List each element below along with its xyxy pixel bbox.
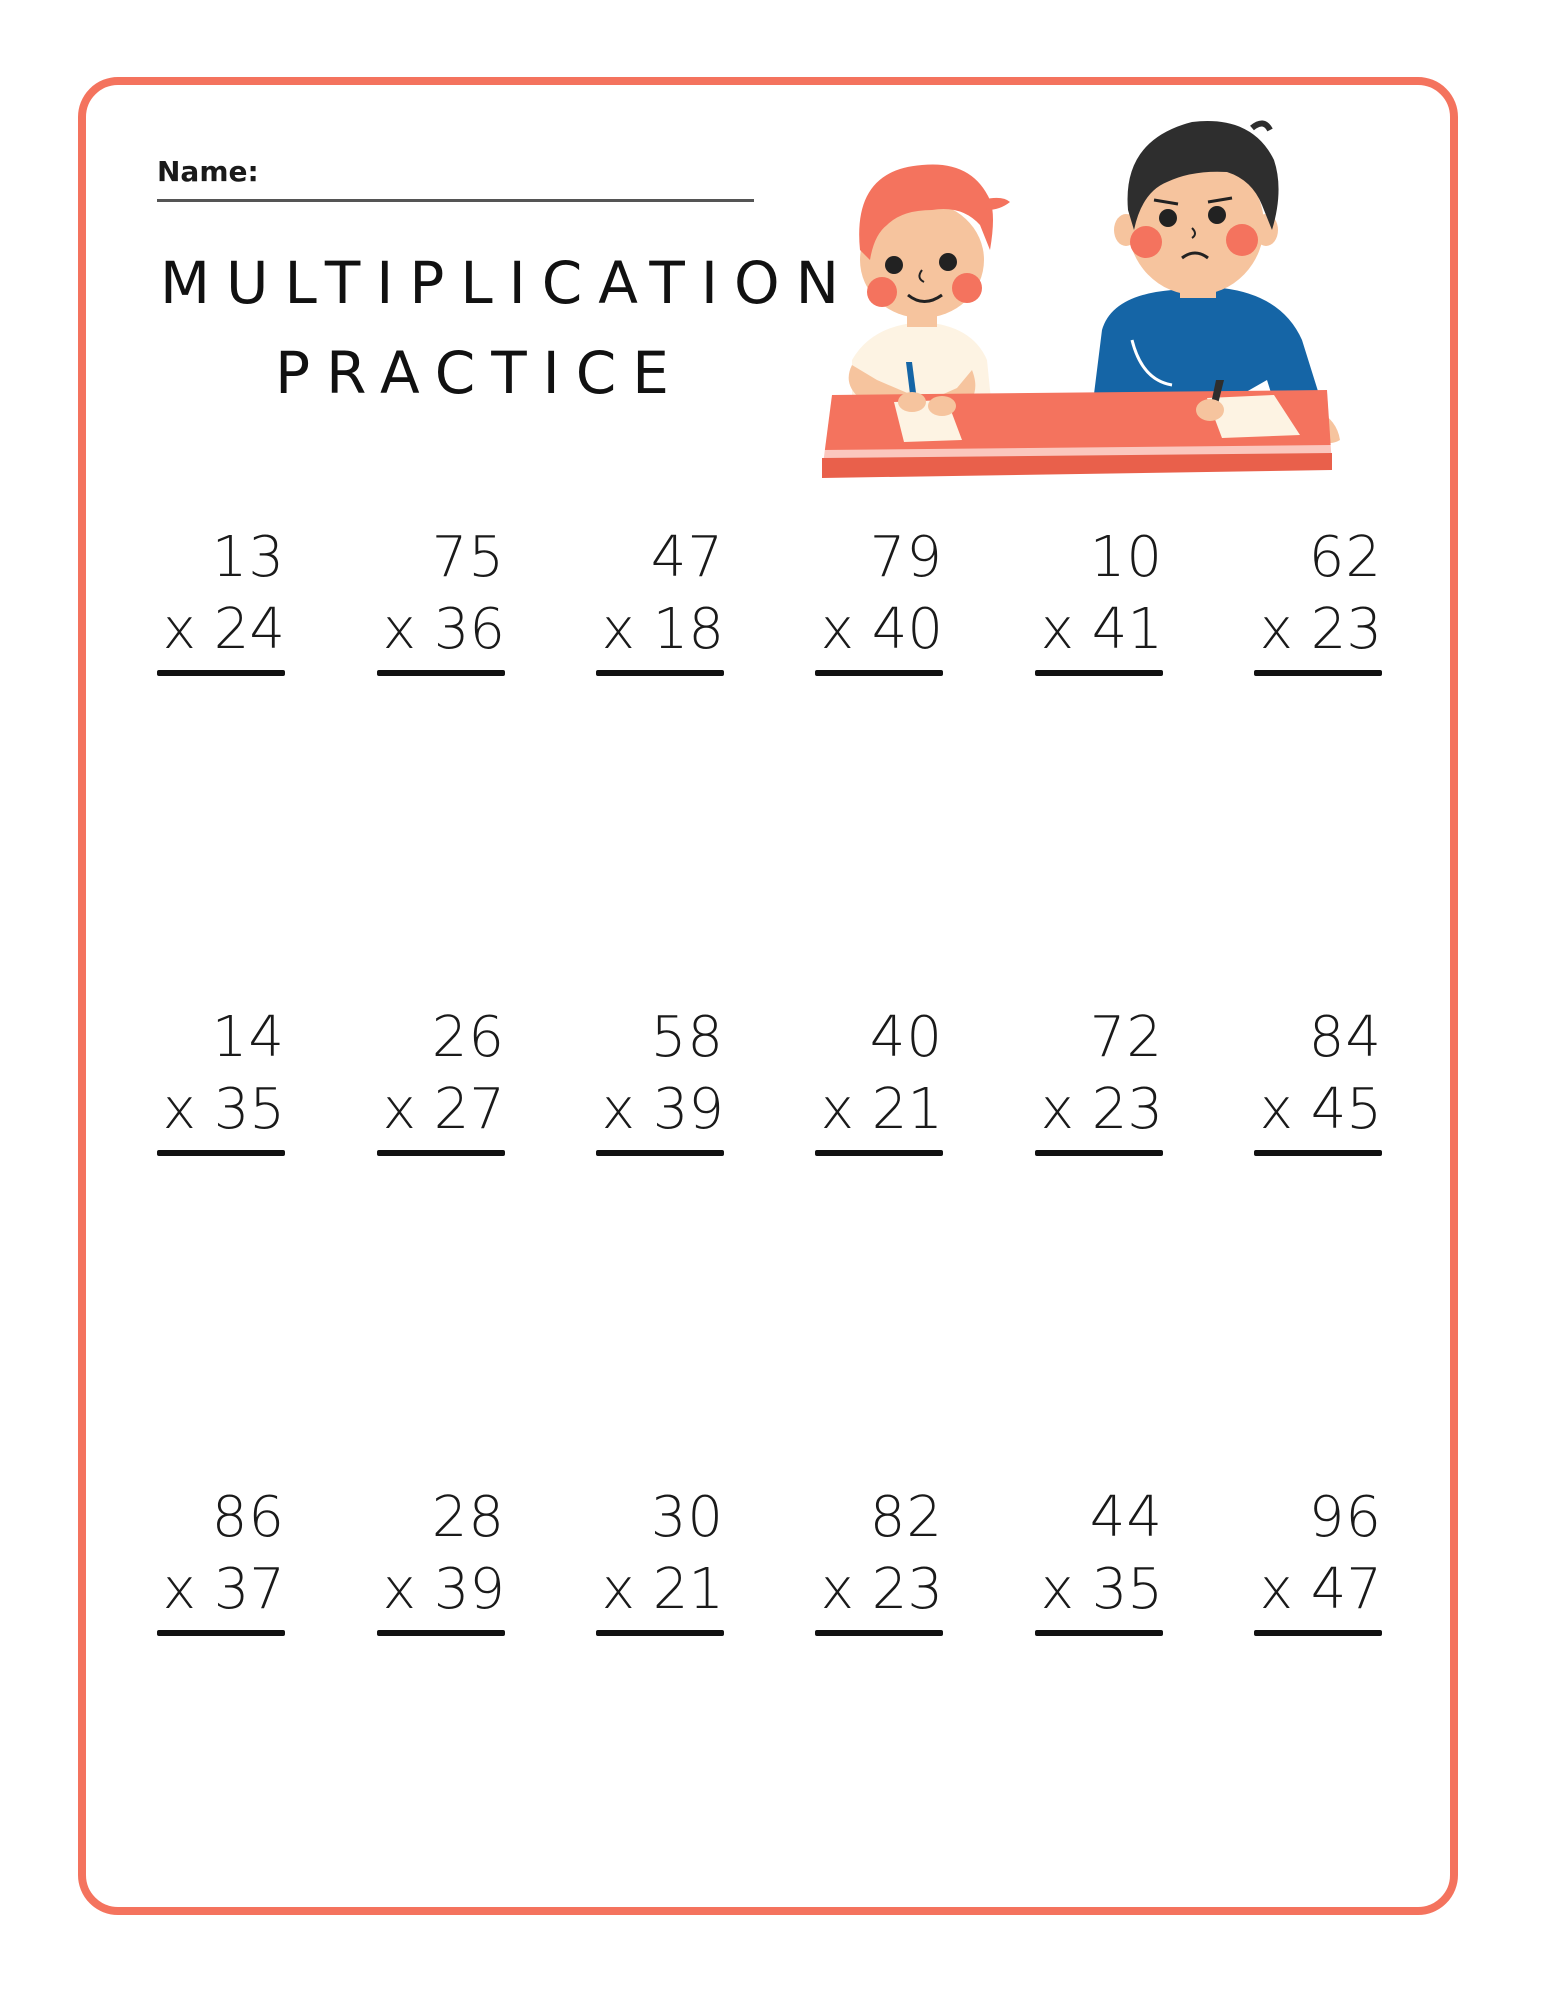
problem-multiplier: x 41 [1040, 597, 1163, 662]
problem-top-number: 10 [1089, 525, 1163, 590]
multiplication-problem [815, 1005, 943, 1156]
problem-multiplier: x 21 [820, 1077, 943, 1142]
multiplication-problem [1254, 1485, 1382, 1636]
problem-top-number: 13 [211, 525, 285, 590]
problem-top-number: 84 [1308, 1005, 1382, 1070]
multiplication-problem [157, 1005, 285, 1156]
answer-line [596, 1150, 724, 1156]
answer-line [377, 1630, 505, 1636]
answer-line [1254, 1630, 1382, 1636]
problem-top-number: 72 [1089, 1005, 1163, 1070]
multiplication-problem [1254, 525, 1382, 676]
problem-top-number: 62 [1308, 525, 1382, 590]
problem-top-number: 96 [1308, 1485, 1382, 1550]
problem-top-number: 26 [431, 1005, 505, 1070]
multiplication-problem [157, 1485, 285, 1636]
multiplication-problem [377, 1485, 505, 1636]
multiplication-problem [596, 1485, 724, 1636]
multiplication-problem [1035, 1005, 1163, 1156]
answer-line [1035, 1150, 1163, 1156]
answer-line [1254, 670, 1382, 676]
worksheet-title-line2: PRACTICE [275, 339, 685, 407]
answer-line [1254, 1150, 1382, 1156]
problem-top-number: 58 [650, 1005, 724, 1070]
multiplication-problem [596, 1005, 724, 1156]
problem-top-number: 47 [650, 525, 724, 590]
problem-top-number: 82 [869, 1485, 943, 1550]
problem-top-number: 44 [1089, 1485, 1163, 1550]
problem-top-number: 30 [650, 1485, 724, 1550]
multiplication-problem [377, 1005, 505, 1156]
answer-line [596, 1630, 724, 1636]
answer-line [815, 1630, 943, 1636]
multiplication-problem [377, 525, 505, 676]
kids-at-desk-illustration [812, 110, 1352, 500]
problem-multiplier: x 24 [162, 597, 285, 662]
name-label: Name: [157, 155, 259, 188]
problem-multiplier: x 47 [1259, 1557, 1382, 1622]
problem-top-number: 86 [211, 1485, 285, 1550]
multiplication-problem [815, 1485, 943, 1636]
answer-line [596, 670, 724, 676]
answer-line [815, 1150, 943, 1156]
multiplication-problem [157, 525, 285, 676]
problem-multiplier: x 39 [382, 1557, 505, 1622]
problem-multiplier: x 21 [601, 1557, 724, 1622]
answer-line [1035, 670, 1163, 676]
problem-multiplier: x 18 [601, 597, 724, 662]
problem-multiplier: x 35 [1040, 1557, 1163, 1622]
name-line[interactable] [157, 199, 754, 202]
problem-top-number: 14 [211, 1005, 285, 1070]
problem-multiplier: x 23 [820, 1557, 943, 1622]
problem-multiplier: x 37 [162, 1557, 285, 1622]
answer-line [377, 670, 505, 676]
answer-line [157, 1150, 285, 1156]
problem-multiplier: x 36 [382, 597, 505, 662]
answer-line [815, 670, 943, 676]
problem-multiplier: x 27 [382, 1077, 505, 1142]
worksheet-title-line1: MULTIPLICATION [160, 249, 855, 317]
multiplication-problem [815, 525, 943, 676]
answer-line [377, 1150, 505, 1156]
problem-multiplier: x 40 [820, 597, 943, 662]
problem-multiplier: x 23 [1040, 1077, 1163, 1142]
problem-top-number: 75 [431, 525, 505, 590]
answer-line [157, 1630, 285, 1636]
problem-top-number: 28 [431, 1485, 505, 1550]
problem-top-number: 79 [869, 525, 943, 590]
problem-multiplier: x 23 [1259, 597, 1382, 662]
problem-multiplier: x 35 [162, 1077, 285, 1142]
problem-top-number: 40 [869, 1005, 943, 1070]
problem-multiplier: x 39 [601, 1077, 724, 1142]
answer-line [157, 670, 285, 676]
multiplication-problem [1035, 525, 1163, 676]
problem-multiplier: x 45 [1259, 1077, 1382, 1142]
multiplication-problem [596, 525, 724, 676]
multiplication-problem [1035, 1485, 1163, 1636]
answer-line [1035, 1630, 1163, 1636]
multiplication-problem [1254, 1005, 1382, 1156]
